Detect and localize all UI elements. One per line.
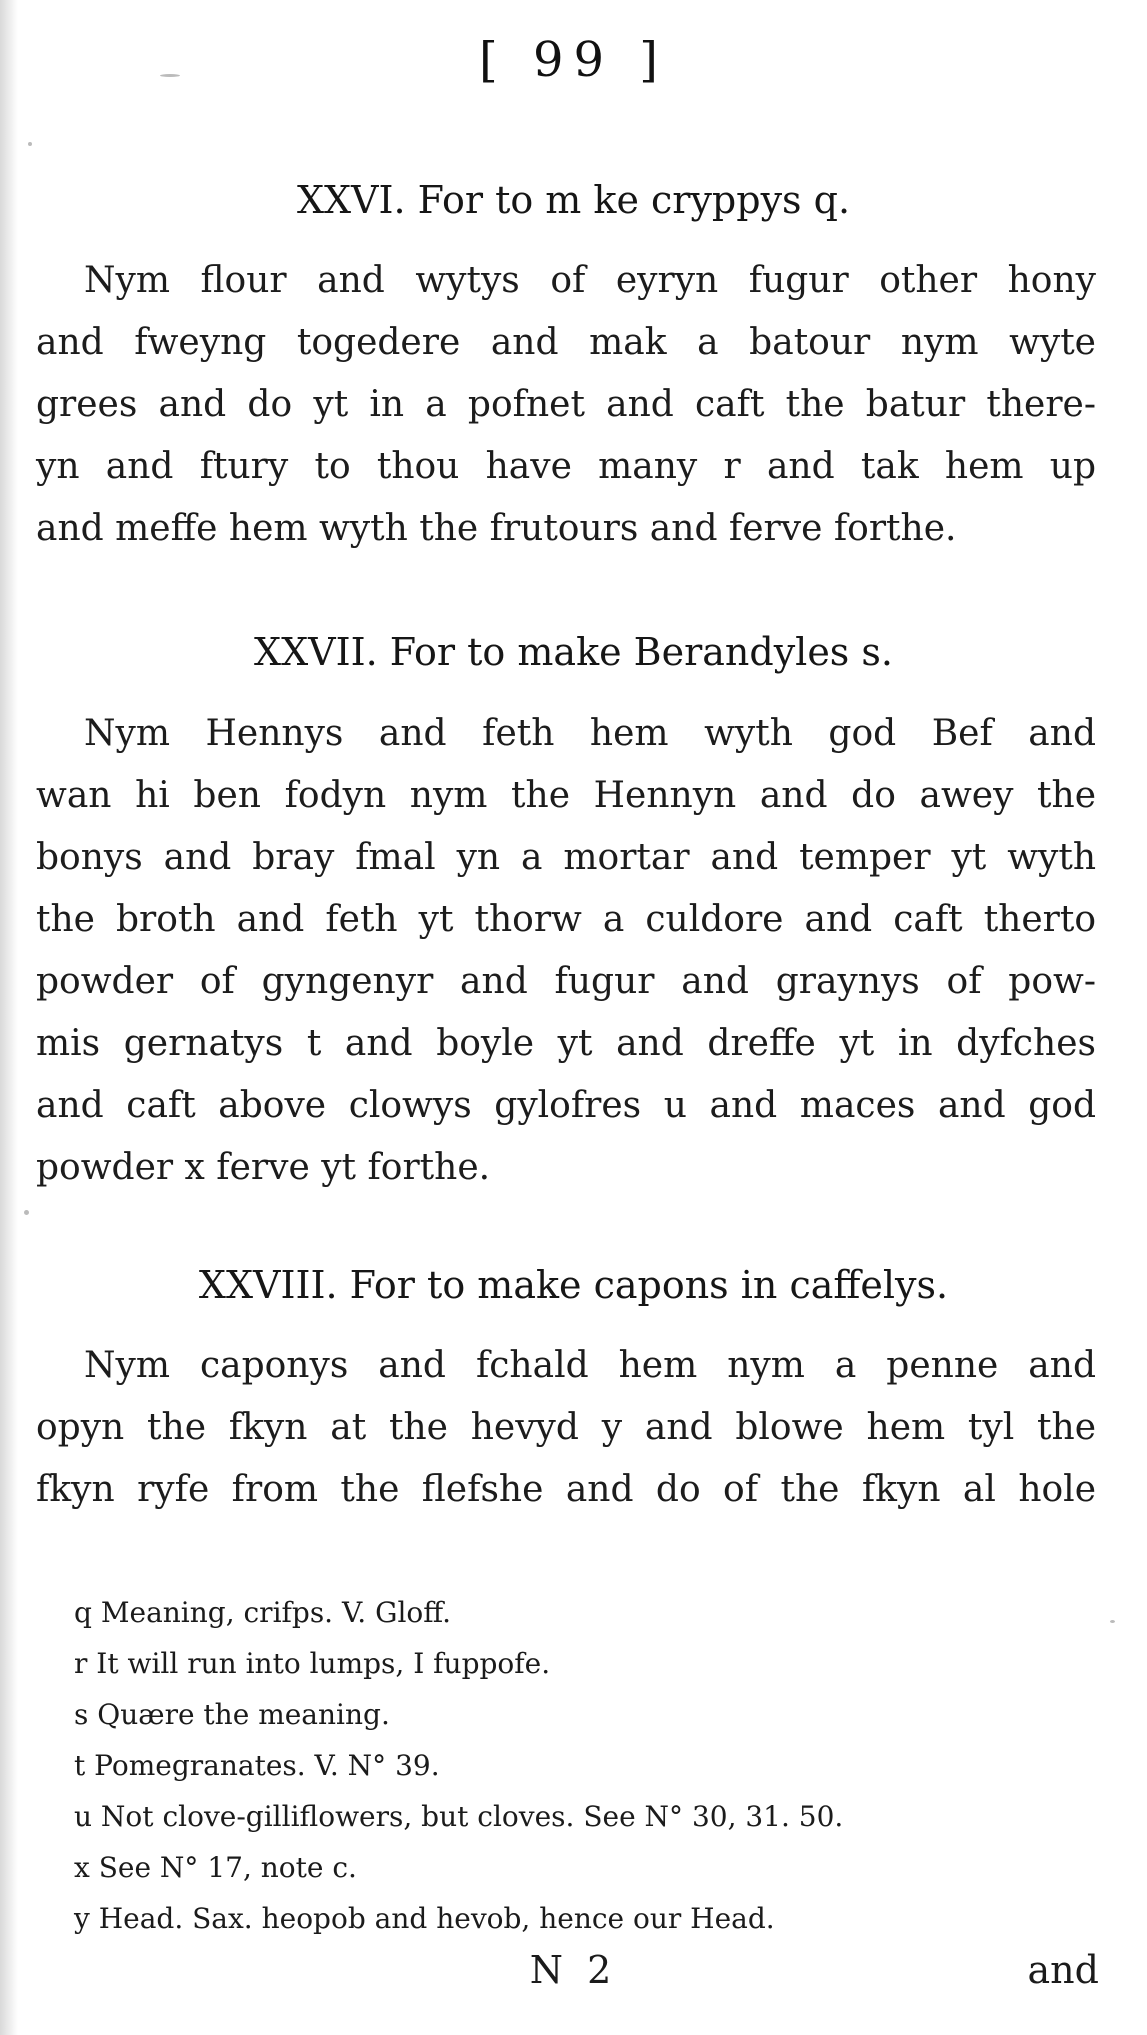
footnote-s: s Quære the meaning. xyxy=(74,1698,390,1731)
text-line: grees and do yt in a pofnet and caft the batur there- xyxy=(36,384,1096,425)
footnote-x: x See N° 17, note c. xyxy=(74,1851,357,1884)
text-line: opyn the fkyn at the hevyd y and blowe hem tyl the xyxy=(36,1407,1096,1448)
section-body-xxviii xyxy=(36,1335,1096,1521)
footnote-q: q Meaning, crifps. V. Gloff. xyxy=(74,1596,452,1629)
text-line: yn and ftury to thou have many r and tak hem up xyxy=(36,446,1096,487)
print-speck xyxy=(1110,1620,1115,1623)
section-body-xxvii xyxy=(36,703,1096,1199)
footnote-t: t Pomegranates. V. N° 39. xyxy=(74,1749,440,1782)
text-line: Nym caponys and fchald hem nym a penne and xyxy=(84,1345,1096,1386)
print-speck xyxy=(28,142,32,146)
text-line: powder x ferve yt forthe. xyxy=(36,1147,491,1188)
page-number-header: [ 99 ] xyxy=(478,32,669,88)
text-line: and caft above clowys gylofres u and maces and god xyxy=(36,1085,1096,1126)
section-body-xxvi xyxy=(36,250,1096,560)
footnotes xyxy=(74,1587,1074,1944)
section-title-xxvi: XXVI. For to m ke cryppys q. xyxy=(296,178,851,222)
text-line: mis gernatys t and boyle yt and dreffe yt in dyfches xyxy=(36,1023,1096,1064)
catchword: and xyxy=(1027,1948,1099,1992)
text-line: Nym Hennys and feth hem wyth god Bef and xyxy=(84,713,1096,754)
print-speck xyxy=(24,1210,29,1215)
text-line: wan hi ben fodyn nym the Hennyn and do awey the xyxy=(36,775,1096,816)
footnote-r: r It will run into lumps, I fuppofe. xyxy=(74,1647,551,1680)
text-line: the broth and feth yt thorw a culdore and caft therto xyxy=(36,899,1096,940)
text-line: bonys and bray fmal yn a mortar and temper yt wyth xyxy=(36,837,1096,878)
section-title-xxvii: XXVII. For to make Berandyles s. xyxy=(254,630,893,674)
page-edge-shadow xyxy=(0,0,18,2035)
footnote-u: u Not clove-gilliflowers, but cloves. See N° 30, 31. 50. xyxy=(74,1800,844,1833)
text-line: powder of gyngenyr and fugur and graynys of pow- xyxy=(36,961,1096,1002)
text-line: and meffe hem wyth the frutours and ferve forthe. xyxy=(36,508,957,549)
section-title-xxviii: XXVIII. For to make capons in caffelys. xyxy=(198,1263,949,1307)
text-line: fkyn ryfe from the flefshe and do of the fkyn al hole xyxy=(36,1469,1096,1510)
text-line: and fweyng togedere and mak a batour nym wyte xyxy=(36,322,1096,363)
signature-mark: N 2 xyxy=(529,1948,618,1992)
print-speck xyxy=(160,74,180,77)
text-line: Nym flour and wytys of eyryn fugur other hony xyxy=(84,260,1096,301)
footnote-y: y Head. Sax. heopob and hevob, hence our Head. xyxy=(74,1902,775,1935)
